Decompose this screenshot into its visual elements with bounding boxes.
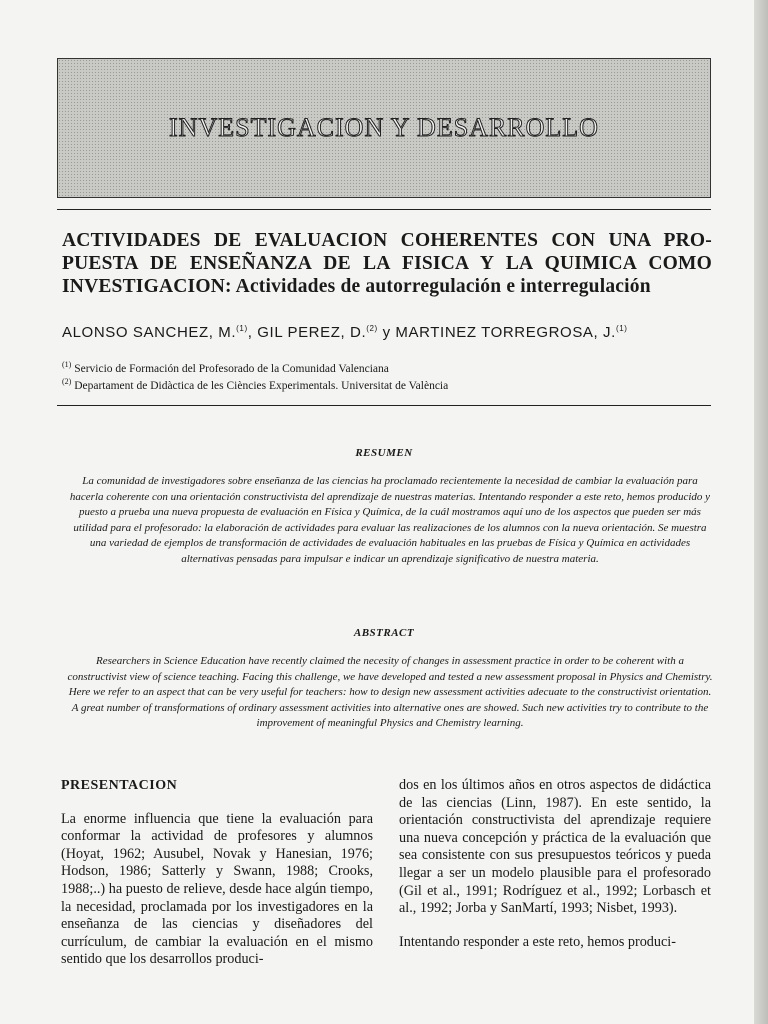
body-column-left <box>61 777 373 969</box>
affiliation-2 <box>62 377 449 392</box>
author-name: ALONSO SANCHEZ, M. <box>62 324 237 341</box>
article-title <box>62 229 712 298</box>
author-name: , GIL PEREZ, D. <box>247 324 367 341</box>
affiliation-mark: (1) <box>236 324 248 333</box>
article-title-line: ACTIVIDADES DE EVALUACION COHERENTES CON UNA PRO- <box>62 230 712 251</box>
body-paragraph: dos en los últimos años en otros aspectos de didáctica de las ciencias (Linn, 1987). En este sentido, la orientación constructivista del aprendizaje requiere una nueva concepción y práctica de la evaluación que sea consistente con sus presupuestos teóricos y pueda llegar a ser un modelo plausible para el profesorado (Gil et al., 1991; Rodríguez et al., 1992; Lorbasch et al., 1992; Jorba y SanMartí, 1993; Nisbet, 1993). <box>399 777 711 917</box>
affiliation-mark: (1) <box>615 324 628 333</box>
author-name: y MARTINEZ TORREGROSA, J. <box>377 324 616 341</box>
abstract-heading: ABSTRACT <box>353 627 415 639</box>
author-list <box>62 324 712 341</box>
section-banner <box>57 58 711 198</box>
body-column-right <box>399 777 711 951</box>
banner-title: INVESTIGACION Y DESARROLLO <box>169 113 599 142</box>
article-title-line: INVESTIGACION: Actividades de autorregulación e interregulación <box>62 276 651 297</box>
title-top-rule <box>57 209 711 210</box>
body-paragraph: Intentando responder a este reto, hemos produci- <box>399 933 676 950</box>
affiliation-mark: (1) <box>62 360 72 370</box>
page-edge <box>754 0 768 1024</box>
header-bottom-rule <box>57 405 711 406</box>
article-title-line: PUESTA DE ENSEÑANZA DE LA FISICA Y LA QUIMICA COMO <box>62 253 712 274</box>
abstract-text: Researchers in Science Education have recently claimed the necesity of changes in assessment practice in order to be coherent with a constructivist view of science teaching. Facing this challenge, we have developed and tested a new assessment proposal in Physics and Chemistry. Here we refer to an aspect that can be very useful for teachers: how to design new assessment activities adecuate to the constructivist orientation. A great number of transformations of ordinary assessment activities into alternative ones are showed. Such new activities try to contribute to the improvement of meaningful Physics and Chemistry learning. <box>67 655 713 729</box>
affiliation-1 <box>62 360 389 375</box>
resumen-text: La comunidad de investigadores sobre enseñanza de las ciencias ha proclamado recientemente la necesidad de cambiar la evaluación para hacerla coherente con una orientación constructivista del aprendizaje de nuestras materias. Intentando responder a este reto, hemos producido y puesto a prueba una nueva propuesta de evaluación en Física y Química, de la cuál mostramos aquí uno de los aspectos que pueden ser más utilidad para el profesorado: la elaboración de actividades para evaluar las realizaciones de los alumnos con la nueva orientación. Se muestra una variedad de ejemplos de transformación de actividades de evaluación habituales en las pruebas de Física y Química en actividades alternativas pensadas para impulsar e indicar un aprendizaje significativo de nuestra materia. <box>69 475 711 565</box>
affiliation-text: Departament de Didàctica de les Ciències Experimentals. Universitat de València <box>71 380 449 392</box>
resumen-heading: RESUMEN <box>355 447 413 459</box>
affiliation-mark: (2) <box>366 324 378 333</box>
affiliation-text: Servicio de Formación del Profesorado de la Comunidad Valenciana <box>71 363 389 375</box>
body-paragraph: La enorme influencia que tiene la evaluación para conformar la actividad de profesores y alumnos (Hoyat, 1962; Ausubel, Novak y Hanesian, 1976; Hodson, 1986; Satterly y Swann, 1988; Crooks, 1988;..) ha puesto de relieve, desde hace algún tiempo, la necesidad, proclamada por los investigadores en la enseñanza de las ciencias y diseñadores del currículum, de cambiar la evaluación en el mismo sentido que los desarrollos produci- <box>61 810 373 968</box>
section-heading: PRESENTACION <box>61 778 178 793</box>
affiliation-mark: (2) <box>62 377 72 387</box>
